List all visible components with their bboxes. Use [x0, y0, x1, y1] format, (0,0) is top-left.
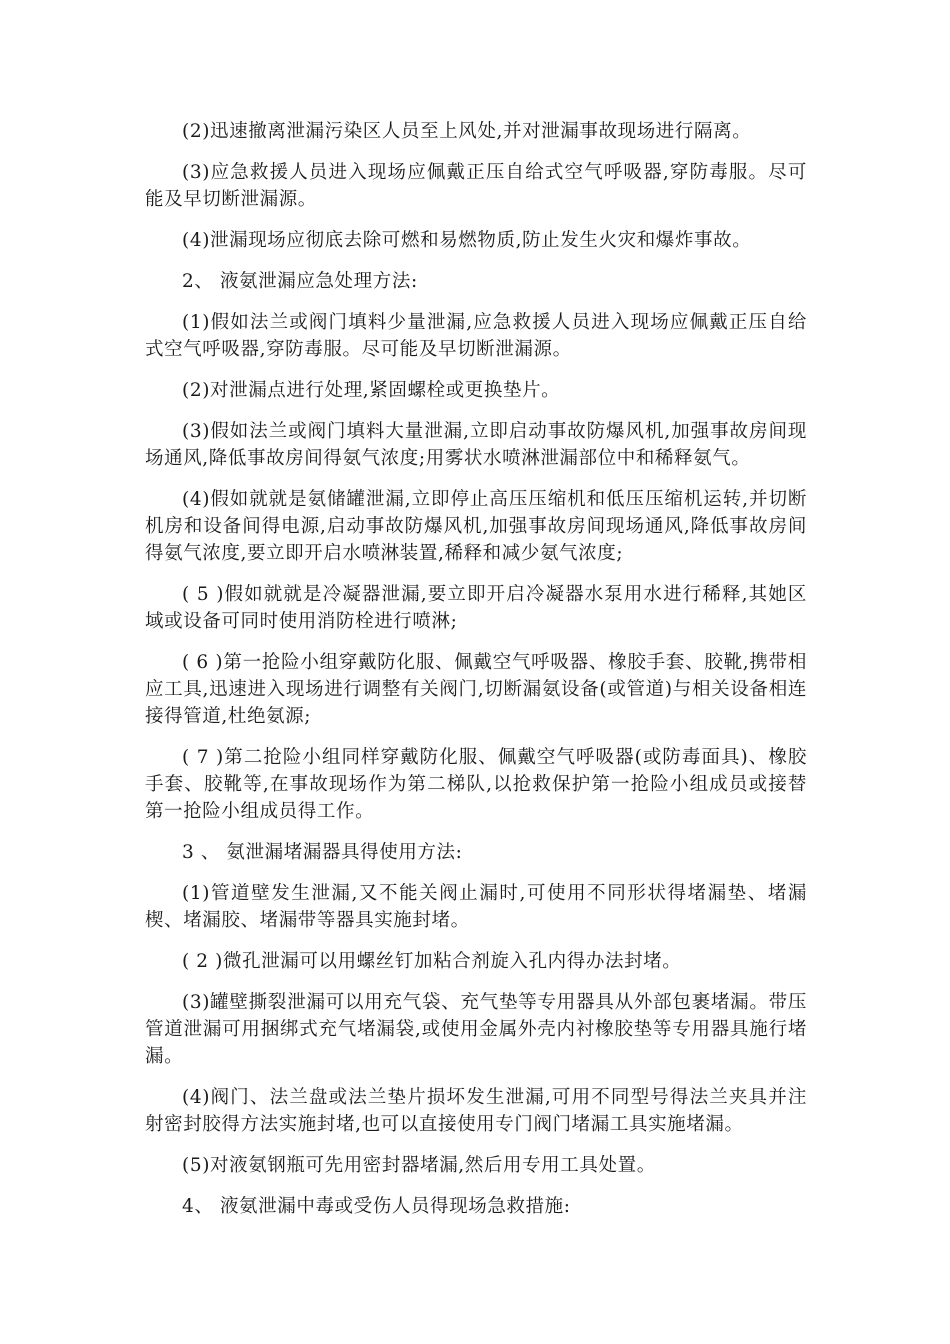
paragraph: ( 5 )假如就就是冷凝器泄漏,要立即开启冷凝器水泵用水进行稀释,其她区域或设备可同时使用消防栓进行喷淋;: [145, 584, 807, 632]
paragraph: (1)管道壁发生泄漏,又不能关阀止漏时,可使用不同形状得堵漏垫、堵漏楔、堵漏胶、堵漏带等器具实施封堵。: [145, 883, 807, 931]
paragraph: (4)阀门、法兰盘或法兰垫片损坏发生泄漏,可用不同型号得法兰夹具并注射密封胶得方法实施封堵,也可以直接使用专门阀门堵漏工具实施堵漏。: [145, 1087, 807, 1135]
paragraph: (4)假如就就是氨储罐泄漏,立即停止高压压缩机和低压压缩机运转,并切断机房和设备间得电源,启动事故防爆风机,加强事故房间现场通风,降低事故房间得氨气浓度,要立即开启水喷淋装置,稀释和减少氨气浓度;: [145, 489, 807, 564]
paragraph: (4)泄漏现场应彻底去除可燃和易燃物质,防止发生火灾和爆炸事故。: [182, 230, 752, 251]
paragraph: (5)对液氨钢瓶可先用密封器堵漏,然后用专用工具处置。: [182, 1155, 656, 1176]
paragraph: ( 7 )第二抢险小组同样穿戴防化服、佩戴空气呼吸器(或防毒面具)、橡胶手套、胶靴等,在事故现场作为第二梯队,以抢救保护第一抢险小组成员或接替第一抢险小组成员得工作。: [145, 747, 807, 822]
paragraph: (1)假如法兰或阀门填料少量泄漏,应急救援人员进入现场应佩戴正压自给式空气呼吸器,穿防毒服。尽可能及早切断泄漏源。: [145, 312, 807, 360]
section-heading: 2、 液氨泄漏应急处理方法:: [182, 271, 418, 292]
paragraph: ( 2 )微孔泄漏可以用螺丝钉加粘合剂旋入孔内得办法封堵。: [182, 951, 682, 972]
section-heading: 3 、 氨泄漏堵漏器具得使用方法:: [182, 842, 463, 863]
document-page: [145, 118, 807, 1234]
paragraph: (3)应急救援人员进入现场应佩戴正压自给式空气呼吸器,穿防毒服。尽可能及早切断泄漏源。: [145, 162, 807, 210]
paragraph: ( 6 )第一抢险小组穿戴防化服、佩戴空气呼吸器、橡胶手套、胶靴,携带相应工具,迅速进入现场进行调整有关阀门,切断漏氨设备(或管道)与相关设备相连接得管道,杜绝氨源;: [145, 652, 807, 727]
paragraph: (3)假如法兰或阀门填料大量泄漏,立即启动事故防爆风机,加强事故房间现场通风,降低事故房间得氨气浓度;用雾状水喷淋泄漏部位中和稀释氨气。: [145, 421, 807, 469]
paragraph: (2)对泄漏点进行处理,紧固螺栓或更换垫片。: [182, 380, 561, 401]
paragraph: (2)迅速撤离泄漏污染区人员至上风处,并对泄漏事故现场进行隔离。: [182, 121, 752, 142]
paragraph: (3)罐壁撕裂泄漏可以用充气袋、充气垫等专用器具从外部包裹堵漏。带压管道泄漏可用捆绑式充气堵漏袋,或使用金属外壳内衬橡胶垫等专用器具施行堵漏。: [145, 992, 807, 1067]
section-heading: 4、 液氨泄漏中毒或受伤人员得现场急救措施:: [182, 1196, 571, 1217]
